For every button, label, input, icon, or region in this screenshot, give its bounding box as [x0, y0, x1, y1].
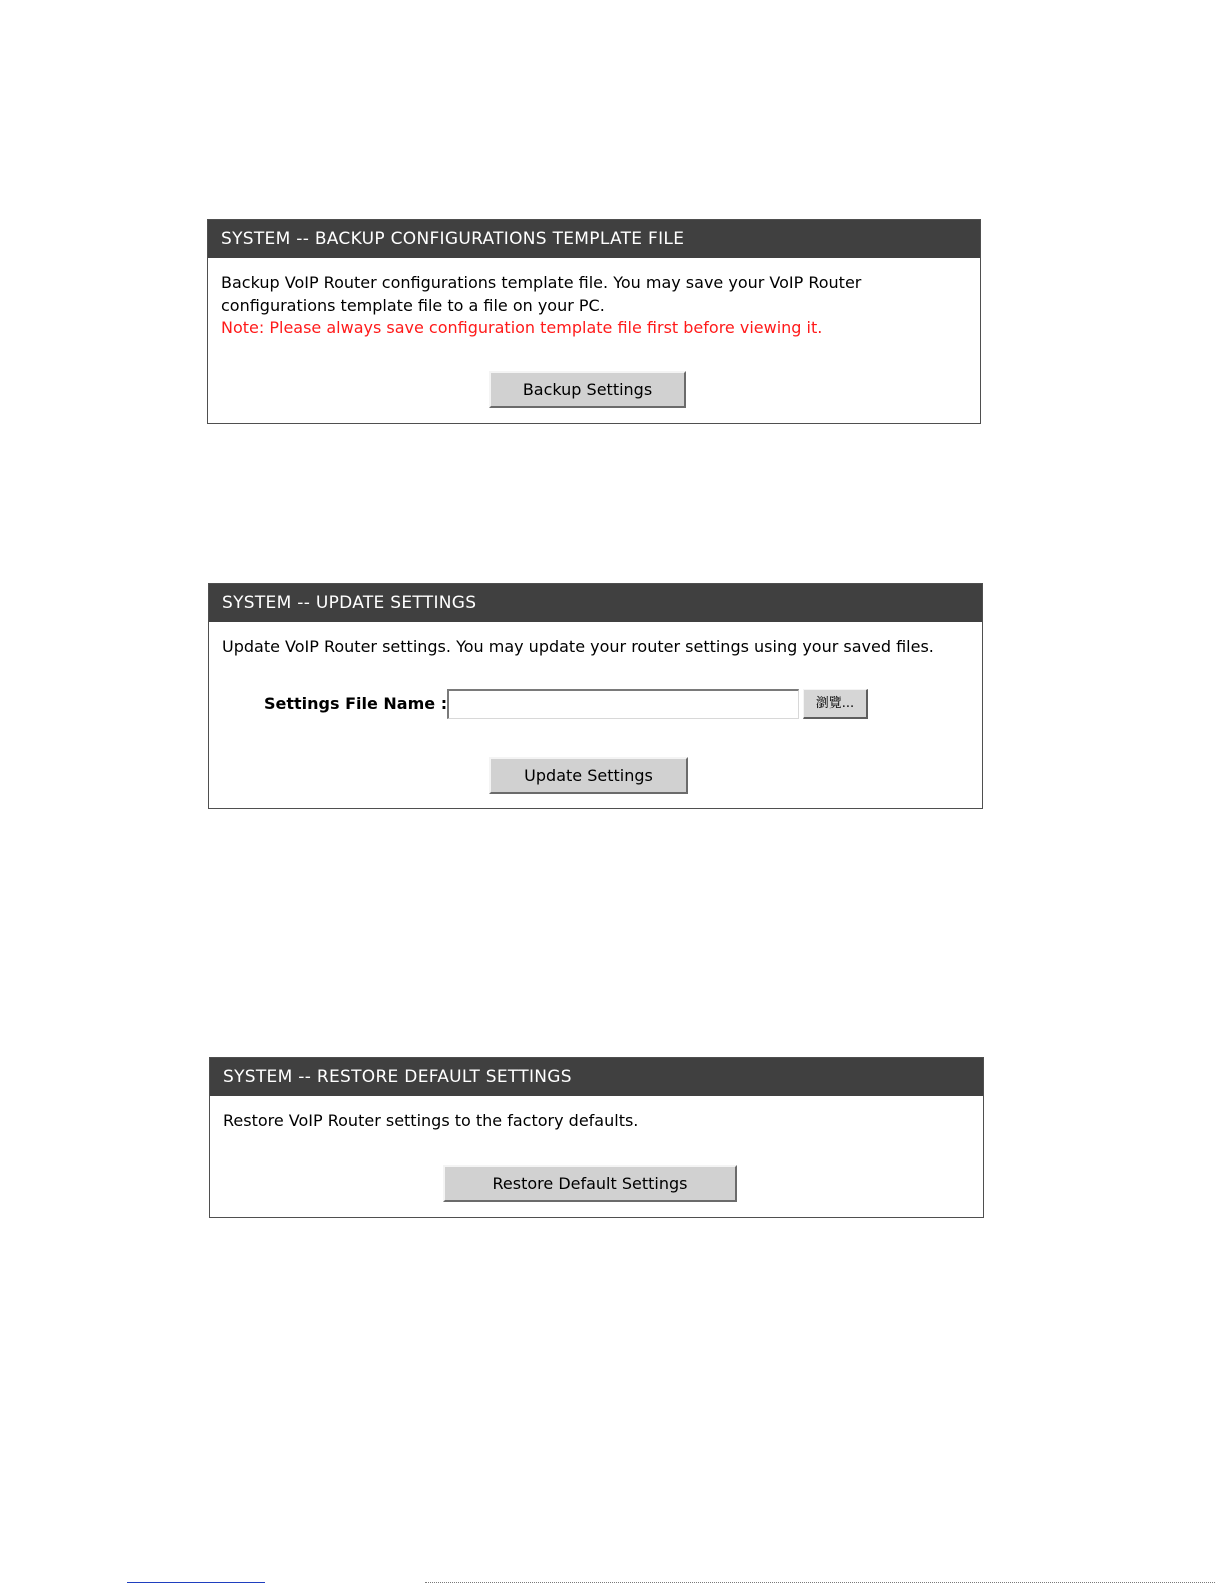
update-description: Update VoIP Router settings. You may update your router settings using your saved files.	[222, 637, 934, 656]
footer-link-underline	[127, 1582, 265, 1583]
settings-file-input[interactable]	[447, 689, 799, 719]
backup-description: Backup VoIP Router configurations template file. You may save your VoIP Router configurations template file to a file on your PC.	[221, 273, 862, 315]
restore-panel-title: SYSTEM -- RESTORE DEFAULT SETTINGS	[210, 1058, 983, 1096]
backup-panel	[207, 219, 981, 424]
restore-panel	[209, 1057, 984, 1218]
update-panel-body	[209, 622, 982, 659]
update-settings-button[interactable]: Update Settings	[489, 757, 688, 794]
settings-file-name-label: Settings File Name :	[264, 694, 448, 713]
restore-description: Restore VoIP Router settings to the factory defaults.	[223, 1111, 639, 1130]
update-panel	[208, 583, 983, 809]
update-panel-title: SYSTEM -- UPDATE SETTINGS	[209, 584, 982, 622]
backup-panel-body	[208, 258, 980, 340]
backup-note: Note: Please always save configuration template file first before viewing it.	[221, 318, 823, 337]
browse-button[interactable]: 瀏覽...	[803, 689, 868, 719]
footer-rule	[425, 1582, 1215, 1583]
backup-settings-button[interactable]: Backup Settings	[489, 371, 686, 408]
restore-panel-body	[210, 1096, 983, 1133]
backup-panel-title: SYSTEM -- BACKUP CONFIGURATIONS TEMPLATE FILE	[208, 220, 980, 258]
restore-default-settings-button[interactable]: Restore Default Settings	[443, 1165, 737, 1202]
